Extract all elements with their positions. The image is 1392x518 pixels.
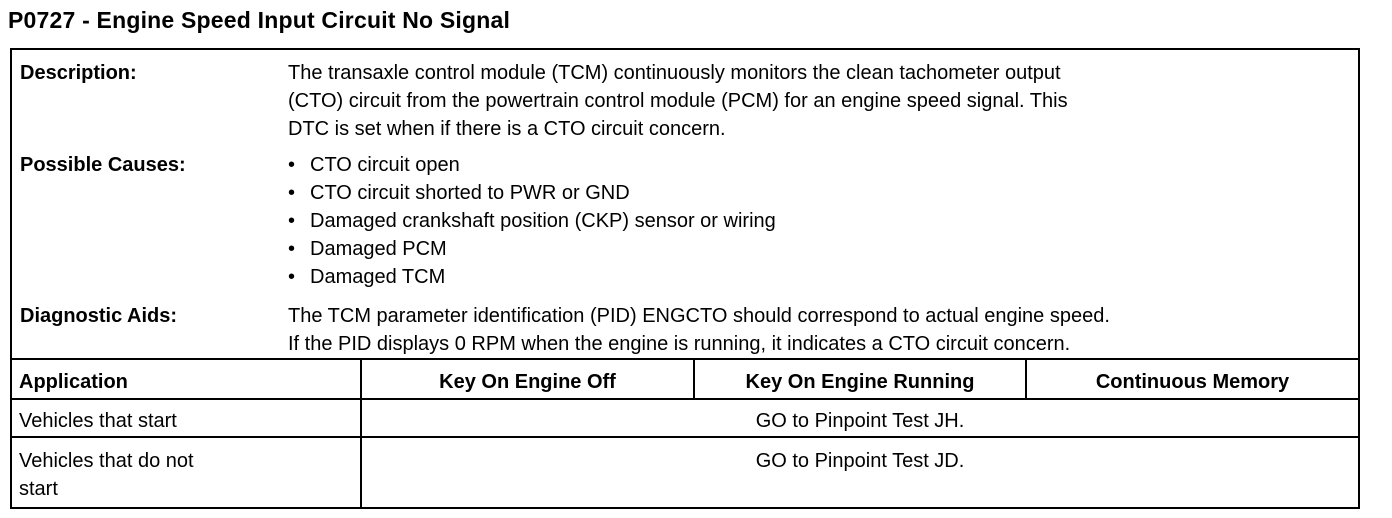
list-item: • Damaged PCM [288,235,776,263]
page-title: P0727 - Engine Speed Input Circuit No Signal [8,7,511,33]
description-line: The transaxle control module (TCM) continuously monitors the clean tachometer output [288,62,1061,84]
table-row-action: GO to Pinpoint Test JD. [755,450,965,472]
table-row-action: GO to Pinpoint Test JH. [755,410,965,432]
bullet-icon: • [288,182,296,204]
description-line: (CTO) circuit from the powertrain control module (PCM) for an engine speed signal. This [288,90,1068,112]
column-header-continuous-memory: Continuous Memory [1095,371,1290,393]
bullet-icon: • [288,238,296,260]
list-item: • Damaged TCM [288,263,776,291]
description-line: DTC is set when if there is a CTO circuit concern. [288,118,726,140]
list-item: • CTO circuit open [288,151,776,179]
list-item: • Damaged crankshaft position (CKP) sensor or wiring [288,207,776,235]
bullet-icon: • [288,266,296,288]
description-label: Description: [20,62,137,84]
column-header-application: Application [19,371,128,393]
divider [12,398,1358,400]
table-grid [12,50,1358,507]
possible-causes-label: Possible Causes: [20,154,186,176]
diagnostic-aids-line: The TCM parameter identification (PID) ENGCTO should correspond to actual engine speed. [288,305,1110,327]
table-row-application: Vehicles that start [19,410,177,432]
table-row-application: Vehicles that do not start [19,450,194,500]
bullet-icon: • [288,154,296,176]
column-header-koer: Key On Engine Running [745,371,975,393]
divider [12,358,1358,360]
column-header-koeo: Key On Engine Off [439,371,616,393]
diagnostic-aids-label: Diagnostic Aids: [20,305,178,327]
divider [12,436,1358,438]
list-item: • CTO circuit shorted to PWR or GND [288,179,776,207]
dtc-table [10,48,1360,509]
bullet-icon: • [288,210,296,232]
diagnostic-aids-line: If the PID displays 0 RPM when the engine is running, it indicates a CTO circuit concern. [288,333,1071,355]
